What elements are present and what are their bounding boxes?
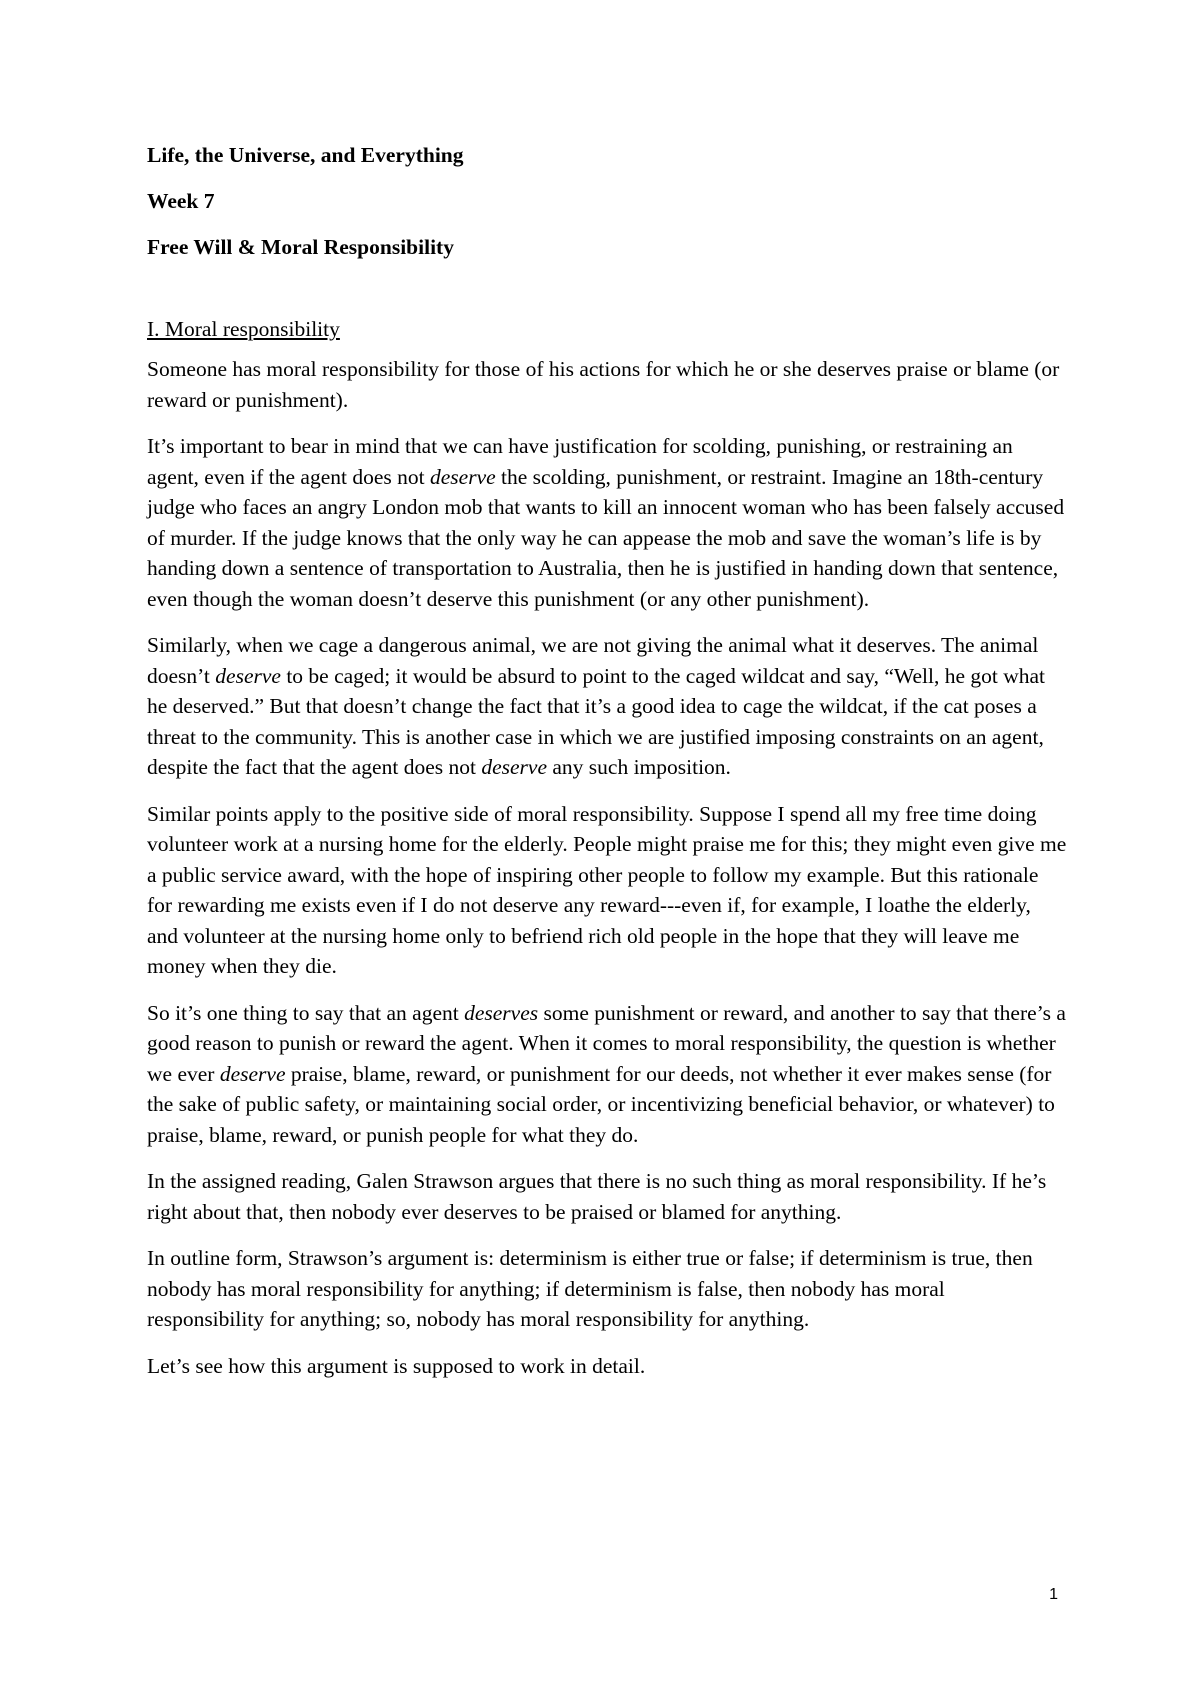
paragraph-5-text-b: some punishment or reward, and another to say that there’s a good reason to punish or reward the agent. When it comes to moral responsibility, the question is whether we ever: [147, 1000, 1066, 1086]
paragraph-2-text-b: the scolding, punishment, or restraint. Imagine an 18th-century judge who faces an angry London mob that wants to kill an innocent woman who has been falsely accused of murder. If the judge knows that the only way he can appease the mob and save the woman’s life is by handing down a sentence of transportation to Australia, then he is justified in handing down that sentence, even though the woman doesn’t deserve this punishment (or any other punishment).: [147, 464, 1065, 611]
paragraph-2-text-a: It’s important to bear in mind that we can have justification for scolding, punishing, or restraining an agent, even if the agent does not: [147, 434, 1013, 489]
paragraph-8: [147, 1351, 1067, 1382]
paragraph-5-emphasis-1: deserves: [464, 1000, 539, 1025]
paragraph-5: [147, 998, 1067, 1151]
paragraph-3-emphasis-1: deserve: [215, 663, 281, 688]
paragraph-4: [147, 799, 1067, 982]
paragraph-6: [147, 1166, 1067, 1227]
paragraph-5-emphasis-2: deserve: [219, 1061, 286, 1086]
paragraph-3: [147, 630, 1067, 783]
paragraph-7-text: In outline form, Strawson’s argument is: determinism is either true or false; if determinism is true, then nobody has moral responsibility for anything; if determinism is false, then nobody has moral responsibility for anything; so, nobody has moral responsibility for anything.: [147, 1246, 1033, 1331]
paragraph-3-text-c: any such imposition.: [547, 755, 731, 779]
paragraph-7: [147, 1243, 1067, 1335]
section-heading: I. Moral responsibility: [147, 317, 340, 341]
paragraph-2: [147, 431, 1067, 614]
paragraph-8-text: Let’s see how this argument is supposed to work in detail.: [147, 1353, 646, 1378]
paragraph-1: [147, 354, 1067, 415]
course-title: Life, the Universe, and Everything: [147, 143, 464, 167]
topic-title: Free Will & Moral Responsibility: [147, 235, 454, 259]
page-number: 1: [1049, 1586, 1058, 1603]
paragraph-5-text-c: praise, blame, reward, or punishment for our deeds, not whether it ever makes sense (for the sake of public safety, or maintaining social order, or incentivizing beneficial behavior, or whatever) to praise, blame, reward, or punish people for what they do.: [147, 1061, 1055, 1147]
paragraph-5-text-a: So it’s one thing to say that an agent: [147, 1000, 465, 1025]
paragraph-6-text: In the assigned reading, Galen Strawson argues that there is no such thing as moral responsibility. If he’s right about that, then nobody ever deserves to be praised or blamed for anything.: [147, 1169, 1047, 1224]
paragraph-3-text-a: Similarly, when we cage a dangerous animal, we are not giving the animal what it deserves. The animal doesn’t: [147, 633, 1039, 688]
paragraph-2-emphasis: deserve: [430, 464, 496, 489]
paragraph-3-text-b: to be caged; it would be absurd to point to the caged wildcat and say, “Well, he got what he deserved.” But that doesn’t change the fact that it’s a good idea to cage the wildcat, if the cat poses a threat to the community. This is another case in which we are justified imposing constraints on an agent, despite the fact that the agent does not: [147, 663, 1046, 779]
paragraph-1-text: Someone has moral responsibility for those of his actions for which he or she deserves praise or blame (or reward or punishment).: [147, 357, 1060, 412]
week-label: Week 7: [147, 189, 215, 213]
paragraph-4-text: Similar points apply to the positive side of moral responsibility. Suppose I spend all my free time doing volunteer work at a nursing home for the elderly. People might praise me for this; they might even give me a public service award, with the hope of inspiring other people to follow my example. But this rationale for rewarding me exists even if I do not deserve any reward---even if, for example, I loathe the elderly, and volunteer at the nursing home only to befriend rich old people in the hope that they will leave me money when they die.: [147, 801, 1067, 978]
document-page: [147, 140, 1067, 1397]
paragraph-3-emphasis-2: deserve: [481, 755, 547, 779]
